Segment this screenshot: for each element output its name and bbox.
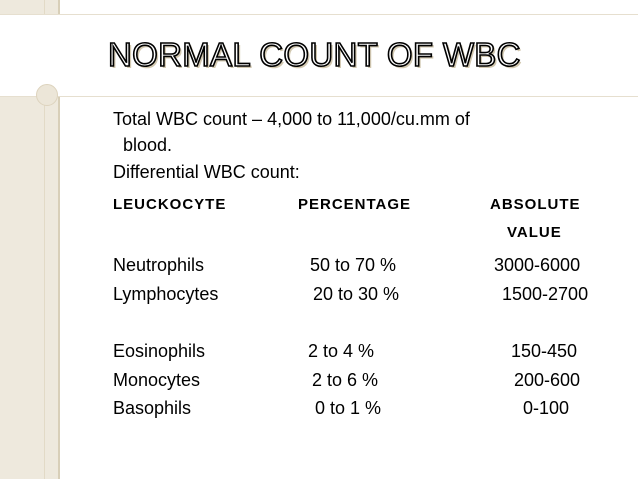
row-lymphocytes-absolute: 1500-2700 [502, 284, 589, 304]
row-eosinophils-percentage: 2 to 4 % [308, 341, 375, 361]
row-neutrophils-cell: Neutrophils [113, 255, 205, 275]
total-wbc-line: Total WBC count – 4,000 to 11,000/cu.mm of [113, 109, 470, 129]
header-absolute: ABSOLUTE [490, 196, 581, 213]
row-lymphocytes-cell: Lymphocytes [113, 284, 219, 304]
corner-dot-decoration [36, 84, 58, 106]
header-leukocyte: LEUCKOCYTE [113, 196, 227, 213]
row-neutrophils-absolute: 3000-6000 [494, 255, 581, 275]
header-value: VALUE [507, 224, 562, 241]
row-eosinophils-absolute: 150-450 [511, 341, 578, 361]
row-monocytes-percentage: 2 to 6 % [312, 370, 379, 390]
row-monocytes-absolute: 200-600 [514, 370, 581, 390]
row-eosinophils-cell: Eosinophils [113, 341, 206, 361]
row-basophils-percentage: 0 to 1 % [315, 398, 382, 418]
header-percentage: PERCENTAGE [298, 196, 412, 213]
title-band-bottom-rule [0, 96, 638, 97]
row-basophils-cell: Basophils [113, 398, 192, 418]
total-wbc-line-continued: blood. [123, 135, 173, 155]
row-monocytes-cell: Monocytes [113, 370, 201, 390]
title-band-top-rule [0, 14, 638, 15]
row-lymphocytes-percentage: 20 to 30 % [313, 284, 400, 304]
row-neutrophils-percentage: 50 to 70 % [310, 255, 397, 275]
slide-title: NORMAL COUNT OF WBC [108, 36, 521, 73]
row-basophils-absolute: 0-100 [523, 398, 570, 418]
differential-label: Differential WBC count: [113, 162, 300, 182]
